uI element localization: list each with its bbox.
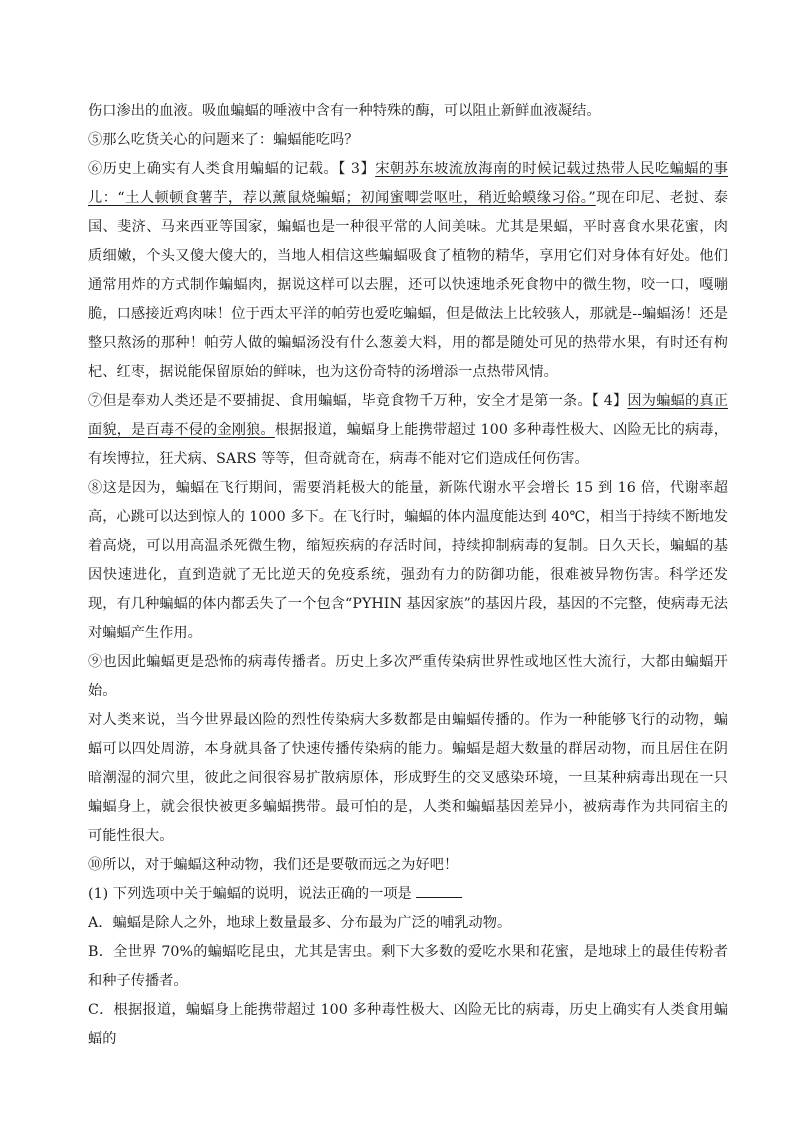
paragraph-7-rest: 根据报道，蝙蝠身上能携带超过 100 多种毒性极大、凶险无比的病毒，有埃博拉，狂犬病、SARS 等等，但奇就奇在，病毒不能对它们造成任何伤害。: [88, 422, 728, 467]
paragraph-8: ⑧这是因为，蝙蝠在飞行期间，需要消耗极大的能量，新陈代谢水平会增长 15 到 16 倍，代谢率超高，心跳可以达到惊人的 1000 多下。在飞行时，蝙蝠的体内温度能达到 40℃，相当于持续不断地发着高烧，可以用高温杀死微生物，缩短疾病的存活时间，持续抑制病毒的复制。日久天长，蝙蝠的基因快速进化，直到造就了无比逆天的免疫系统，强劲有力的防御功能，很难被异物伤害。科学还发现，有几种蝙蝠的体内都丢失了一个包含“PYHIN 基因家族”的基因片段，基因的不完整，使病毒无法对蝙蝠产生作用。: [88, 480, 728, 641]
paragraph-6-underlined-quote: 宋朝苏东坡流放海南的时候记载过热带人民吃蝙蝠的事儿：“土人顿顿食薯芋，荐以薰鼠烧蝙蝠；初闻蜜唧尝呕吐，稍近蛤蟆缘习俗。”: [88, 161, 728, 206]
paragraph-6: [88, 155, 728, 387]
paragraph-6-lead: ⑥历史上确实有人类食用蝙蝠的记载。【 3】: [88, 161, 376, 177]
paragraph-7-lead: ⑦但是奉劝人类还是不要捕捉、食用蝙蝠，毕竟食物千万种，安全才是第一条。【 4】: [88, 393, 628, 409]
option-a: A．蝙蝠是除人之外，地球上数量最多、分布最为广泛的哺乳动物。: [88, 915, 512, 931]
paragraph-9-body: 对人类来说，当今世界最凶险的烈性传染病大多数都是由蝙蝠传播的。作为一种能够飞行的动物，蝙蝠可以四处周游，本身就具备了快速传播传染病的能力。蝙蝠是超大数量的群居动物，而且居住在阴暗潮湿的洞穴里，彼此之间很容易扩散病原体，形成野生的交叉感染环境，一旦某种病毒出现在一只蝙蝠身上，就会很快被更多蝙蝠携带。最可怕的是，人类和蝙蝠基因差异小，被病毒作为共同宿主的可能性很大。: [88, 712, 728, 844]
paragraph-5: ⑤那么吃货关心的问题来了：蝙蝠能吃吗？: [88, 132, 359, 148]
paragraph-7-underlined-sentence: 因为蝙蝠的真正面貌，是百毒不侵的金刚狼。: [88, 393, 729, 438]
option-c: C．根据报道，蝙蝠身上能携带超过 100 多种毒性极大、凶险无比的病毒，历史上确实有人类食用蝙蝠的: [88, 1002, 728, 1047]
paragraph-10: ⑩所以，对于蝙蝠这种动物，我们还是要敬而远之为好吧！: [88, 857, 459, 873]
option-b: B．全世界 70%的蝙蝠吃昆虫，尤其是害虫。剩下大多数的爱吃水果和花蜜，是地球上的最佳传粉者和种子传播者。: [88, 944, 728, 989]
paragraph-6-rest: 现在印尼、老挝、泰国、斐济、马来西亚等国家，蝙蝠也是一种很平常的人间美味。尤其是果蝠，平时喜食水果花蜜，肉质细嫩，个头又傻大傻大的，当地人相信这些蝙蝠吸食了植物的精华，享用它们对身体有好处。他们通常用炸的方式制作蝙蝠肉，据说这样可以去腥，还可以快速地杀死食物中的微生物，咬一口，嘎嘣脆，口感接近鸡肉味！位于西太平洋的帕劳也爱吃蝙蝠，但是做法上比较骇人，那就是--蝙蝠汤！还是整只熬汤的那种！帕劳人做的蝙蝠汤没有什么葱姜大料，用的都是随处可见的热带水果，有时还有枸杞、红枣，据说能保留原始的鲜味，也为这份奇特的汤增添一点热带风情。: [88, 190, 729, 380]
paragraph-4-continued: 伤口渗出的血液。吸血蝙蝠的唾液中含有一种特殊的酶，可以阻止新鲜血液凝结。: [88, 103, 601, 119]
paragraph-9-first-line: ⑨也因此蝙蝠更是恐怖的病毒传播者。历史上多次严重传染病世界性或地区性大流行，大都由蝙蝠开始。: [88, 654, 728, 699]
question-1: [88, 880, 728, 909]
answer-blank[interactable]: [416, 883, 462, 898]
question-1-text: (1) 下列选项中关于蝙蝠的说明，说法正确的一项是: [88, 886, 412, 902]
paragraph-7: [88, 387, 728, 474]
article-body: [88, 97, 728, 1054]
